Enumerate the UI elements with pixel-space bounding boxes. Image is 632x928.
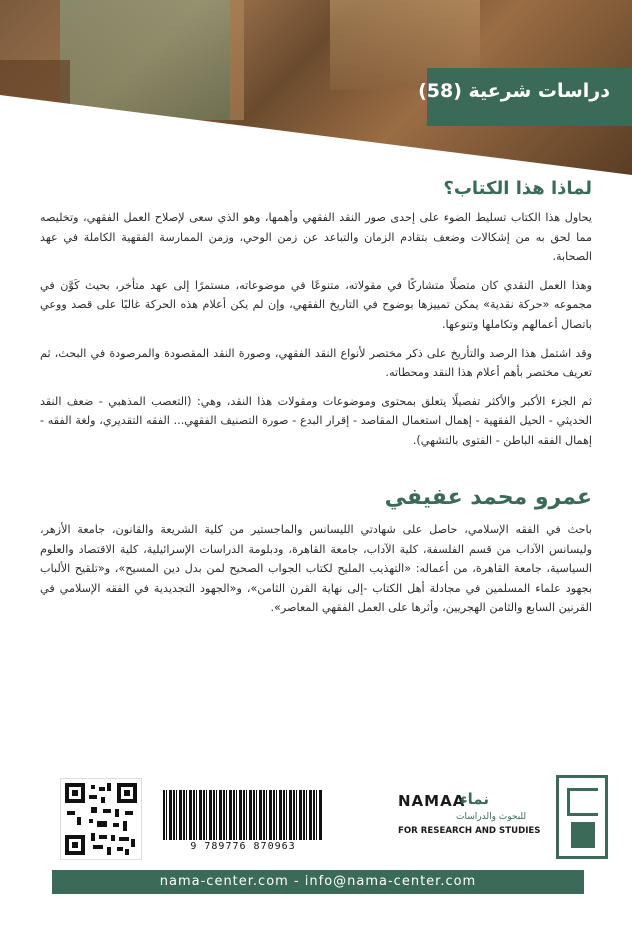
publisher-logo-icon	[556, 775, 608, 859]
publisher-tagline-en: FOR RESEARCH AND STUDIES	[398, 826, 541, 836]
author-bio: باحث في الفقه الإسلامي، حاصل على شهادتي الليسانس والماجستير من كلية الشريعة والقانون، جامعة الأزهر، وليسانس الآداب من قسم الفلسفة، كلية الآداب، جامعة القاهرة، ودبلومة الدراسات الإسرائيلية، كلية الاقتصاد والعلوم السياسية، جامعة القاهرة، من أعماله: «التهذيب المليح لكتاب الجواب الصحيح لمن بدل دين المسيح»، و«تلقيح الألباب بجهود علماء المسلمين في مجادلة أهل الكتاب -إلى نهاية القرن الثامن»، و«الجهود التجديدية في الفقه الإسلامي في القرنين السابع والثامن الهجريين، وأثرها على العمل الفقهي المعاصر».	[40, 523, 592, 615]
paragraph: يحاول هذا الكتاب تسليط الضوء على إحدى صور النقد الفقهي وأهمها، وهو الذي سعى لإصلاح العمل الفقهي، وتخليصه مما لحق به من إشكالات وضعف بتقادم الزمان والتباعد عن زمن الوحي، وزمن الممارسة الفقهية الكاملة في عهد الصحابة.	[40, 211, 592, 264]
isbn-barcode	[163, 790, 323, 856]
qr-code	[60, 778, 142, 860]
description	[40, 208, 592, 460]
barcode-bars	[163, 790, 323, 840]
publisher-name-en: NAMAA	[398, 792, 466, 810]
series-band	[418, 68, 632, 126]
paragraph: ثم الجزء الأكبر والأكثر تفصيلًا يتعلق بمحتوى وموضوعات ومقولات هذا النقد، وهي: (التعصب المذهبي - ضعف النقد الحديثي - الحيل الفقهية - إهمال استعمال المقاصد - إقرار البدع - صورة التصنيف الفقهي... الفقه التقديري، ولغة الفقه - إهمال الفقه الباطن - الفتوى بالتشهي).	[40, 394, 592, 447]
author-name: عمرو محمد عفيفي	[384, 485, 592, 510]
isbn-number: 9 789776 870963	[190, 841, 296, 852]
author-bio-block	[40, 520, 592, 627]
publisher-name-ar: نماء	[460, 790, 489, 808]
series-title: دراسات شرعية (58)	[418, 80, 610, 102]
footer-contact: nama-center.com - info@nama-center.com	[52, 870, 584, 894]
paragraph: وقد اشتمل هذا الرصد والتأريخ على ذكر مختصر لأنواع النقد الفقهي، وصورة النقد المقصودة والمرصودة في البحث، ثم تعريف مختصر بأهم أعلام هذا النقد ومحطاته.	[40, 346, 592, 380]
paragraph: وهذا العمل النقدي كان متصلًا متشاركًا في مقولاته، متنوعًا في موضوعاته، مستمرًا إلى عهد متأخر، بحيث كَوَّن في مجموعه «حركة نقدية» يمكن تمييزها بوضوح في التاريخ الفقهي، وإن لم يكن أعلام هذه الحركة غالبًا على قصد ووعي باتصال أعمالهم وتكاملها وتنوعها.	[40, 278, 592, 331]
section-heading: لماذا هذا الكتاب؟	[443, 178, 592, 199]
publisher-tagline-ar: للبحوث والدراسات	[456, 812, 527, 822]
